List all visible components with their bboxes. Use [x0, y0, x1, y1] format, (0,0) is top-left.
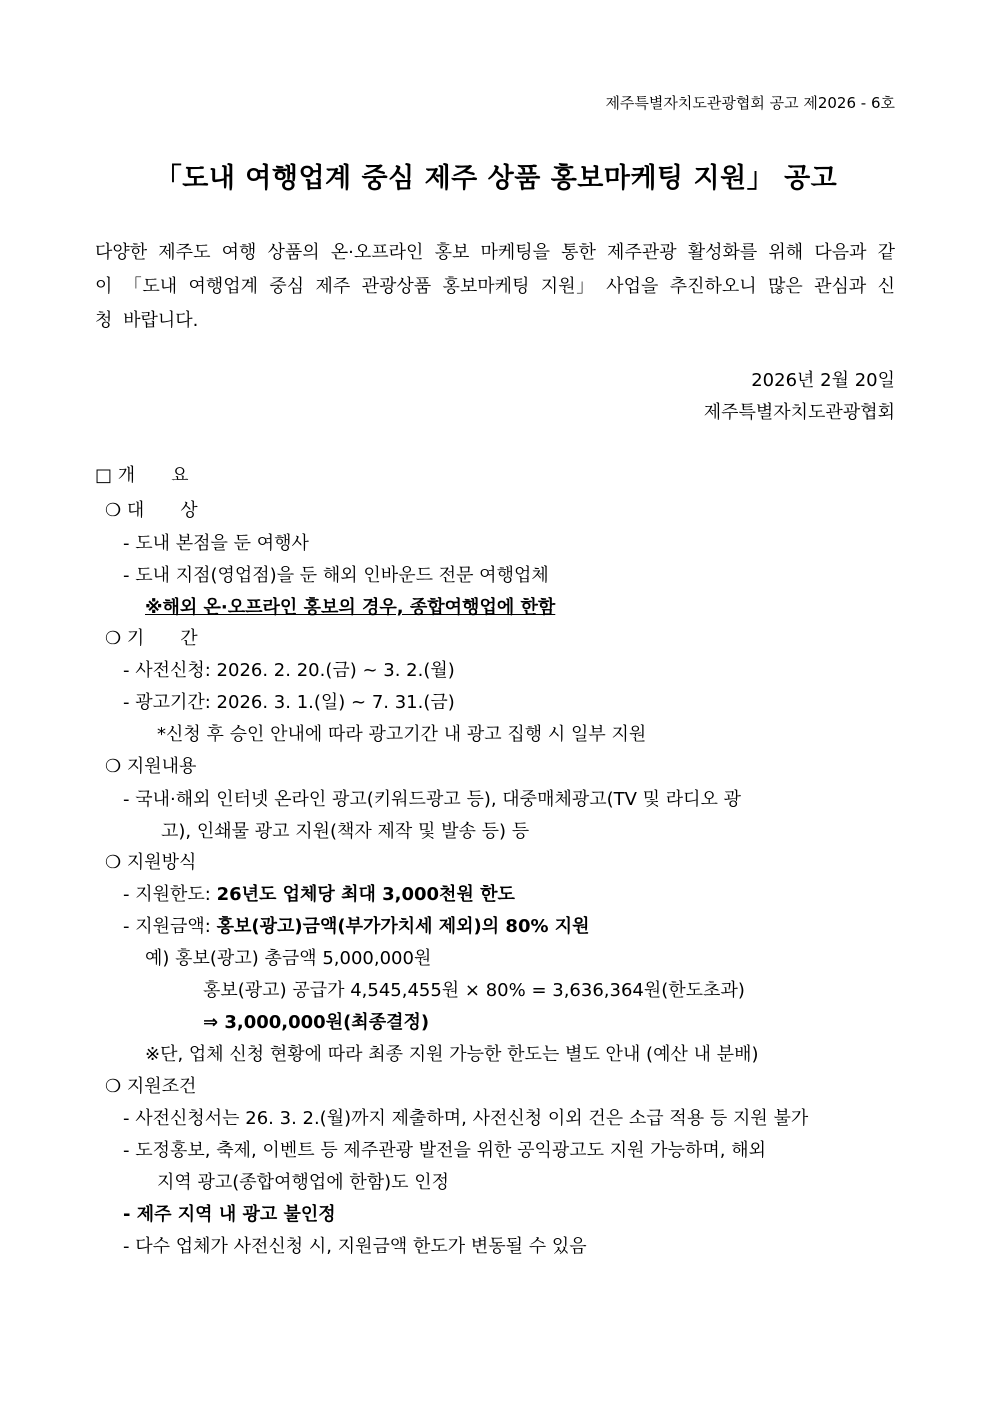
conditions-item-1: - 사전신청서는 26. 3. 2.(월)까지 제출하며, 사전신청 이외 건은 소급 적용 등 지원 불가 — [123, 1108, 809, 1129]
method-example-2: 홍보(광고) 공급가 4,545,455원 × 80% = 3,636,364원(한도초과) — [203, 980, 745, 1001]
document-number: 제주특별자치도관광협회 공고 제2026 - 6호 — [605, 94, 895, 112]
conditions-heading: ❍ 지원조건 — [105, 1076, 197, 1097]
intro-paragraph: 다양한 제주도 여행 상품의 온·오프라인 홍보 마케팅을 통한 제주관광 활성화를 위해 다음과 같이 「도내 여행업계 중심 제주 관광상품 홍보마케팅 지원」 사업을 추진하오니 많은 관심과 신청 바랍니다. — [95, 242, 895, 331]
conditions-item-4: - 다수 업체가 사전신청 시, 지원금액 한도가 변동될 수 있음 — [123, 1236, 587, 1257]
content-item-line-2: 고), 인쇄물 광고 지원(책자 제작 및 발송 등) 등 — [161, 821, 530, 842]
period-item-1: - 사전신청: 2026. 2. 20.(금) ~ 3. 2.(월) — [123, 660, 455, 681]
page-title: 「도내 여행업계 중심 제주 상품 홍보마케팅 지원」 공고 — [154, 163, 838, 194]
method-limit-value: 26년도 업체당 최대 3,000천원 한도 — [216, 884, 515, 905]
target-heading: ❍ 대 상 — [105, 500, 198, 521]
target-note: ※해외 온·오프라인 홍보의 경우, 종합여행업에 한함 — [145, 597, 556, 618]
method-heading: ❍ 지원방식 — [105, 852, 197, 873]
target-item-2: - 도내 지점(영업점)을 둔 해외 인바운드 전문 여행업체 — [123, 565, 549, 586]
period-item-2: - 광고기간: 2026. 3. 1.(일) ~ 7. 31.(금) — [123, 692, 455, 713]
method-amount-value: 홍보(광고)금액(부가가치세 제외)의 80% 지원 — [216, 916, 590, 937]
method-limit-label: - 지원한도: — [123, 884, 217, 905]
method-note: ※단, 업체 신청 현황에 따라 최종 지원 가능한 한도는 별도 안내 (예산 내 분배) — [145, 1044, 759, 1065]
method-limit — [123, 880, 515, 906]
issuing-organization: 제주특별자치도관광협회 — [703, 402, 895, 423]
period-note: *신청 후 승인 안내에 따라 광고기간 내 광고 집행 시 일부 지원 — [157, 724, 647, 745]
method-amount — [123, 912, 590, 938]
target-item-1: - 도내 본점을 둔 여행사 — [123, 533, 309, 554]
content-heading: ❍ 지원내용 — [105, 756, 197, 777]
method-amount-label: - 지원금액: — [123, 916, 217, 937]
method-example-3: ⇒ 3,000,000원(최종결정) — [203, 1012, 430, 1033]
conditions-item-2-line-2: 지역 광고(종합여행업에 한함)도 인정 — [157, 1172, 450, 1193]
period-heading: ❍ 기 간 — [105, 628, 198, 649]
announcement-date: 2026년 2월 20일 — [751, 370, 895, 391]
overview-heading: □ 개 요 — [95, 465, 189, 486]
conditions-item-3: - 제주 지역 내 광고 불인정 — [123, 1204, 336, 1225]
method-example-1: 예) 홍보(광고) 총금액 5,000,000원 — [145, 948, 432, 969]
conditions-item-2-line-1: - 도정홍보, 축제, 이벤트 등 제주관광 발전을 위한 공익광고도 지원 가능하며, 해외 — [123, 1140, 767, 1161]
content-item-line-1: - 국내·해외 인터넷 온라인 광고(키워드광고 등), 대중매체광고(TV 및 라디오 광 — [123, 789, 742, 810]
